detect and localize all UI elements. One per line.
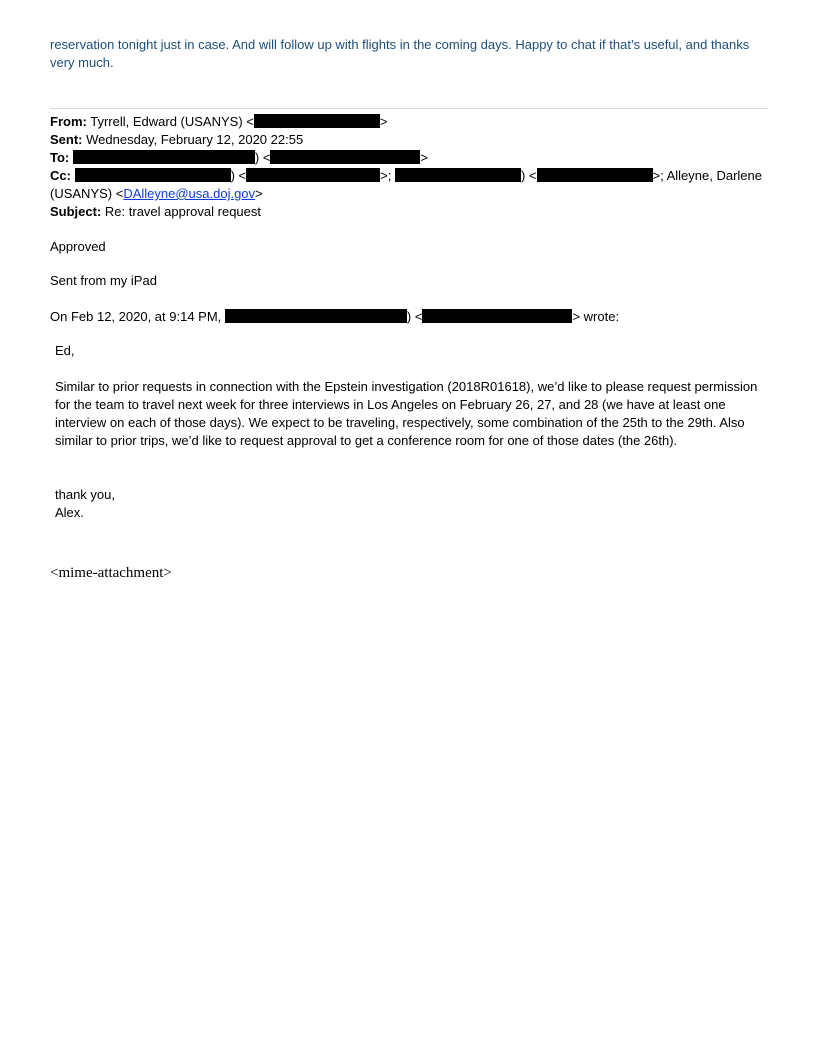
cc-line-2 (50, 185, 768, 203)
signature-text: Sent from my iPad (50, 273, 157, 288)
redaction-box (422, 309, 572, 323)
subject-value: Re: travel approval request (104, 204, 262, 219)
sent-line (50, 131, 768, 149)
subject-line (50, 203, 768, 221)
redaction-box (73, 150, 255, 164)
cc-line2-prefix: (USANYS) < (50, 186, 124, 201)
cc-line2-suffix: > (255, 186, 263, 201)
to-close: > (420, 150, 429, 165)
to-mid: ) < (254, 150, 271, 165)
quoted-closing: thank you, (55, 487, 115, 502)
email-header (50, 113, 768, 221)
cc-email-link[interactable]: DAlleyne@usa.doj.gov (123, 186, 256, 201)
quoted-paragraph: Similar to prior requests in connection with the Epstein investigation (2018R01618), we’d like to please request permission for the team to travel next week for three interviews in Los Angeles on February 26, 27, and 28 (we have at least one interview on each of those days). We expect to be traveling, respectively, some combination of the 25th to the 29th. Also similar to prior trips, we’d like to request approval to get a conference room for one of those dates (the 26th). (55, 379, 758, 448)
to-line (50, 149, 768, 167)
approved-text: Approved (50, 239, 106, 254)
redaction-box (270, 150, 420, 164)
from-label: From: (50, 114, 87, 129)
cc-part4: >; Alleyne, Darlene (652, 168, 762, 183)
sent-label: Sent: (50, 132, 83, 147)
mime-attachment-label: <mime-attachment> (50, 565, 172, 581)
cc-part2: >; (380, 168, 392, 183)
header-divider (50, 108, 768, 109)
subject-label: Subject: (50, 204, 102, 219)
from-value: Tyrrell, Edward (USANYS) < (90, 114, 254, 129)
cc-label: Cc: (50, 168, 71, 183)
cc-line (50, 167, 768, 185)
sent-value: Wednesday, February 12, 2020 22:55 (86, 132, 304, 147)
from-close: > (379, 114, 388, 129)
quoted-name: Alex. (55, 505, 84, 520)
redaction-box (537, 168, 653, 182)
redaction-box (225, 309, 407, 323)
continued-message-text: reservation tonight just in case. And will follow up with flights in the coming days. Happy to chat if that’s useful, and thanks very much. (50, 37, 750, 70)
quote-intro-suffix: > wrote: (572, 309, 620, 324)
from-line (50, 113, 768, 131)
cc-part1: ) < (230, 168, 247, 183)
redaction-box (395, 168, 521, 182)
quote-intro-mid: ) < (406, 309, 423, 324)
to-label: To: (50, 150, 70, 165)
redaction-box (75, 168, 231, 182)
cc-part3: ) < (520, 168, 537, 183)
quote-intro-prefix: On Feb 12, 2020, at 9:14 PM, (50, 309, 222, 324)
redaction-box (254, 114, 380, 128)
quoted-greeting: Ed, (55, 343, 75, 358)
quote-intro (50, 308, 619, 326)
redaction-box (246, 168, 380, 182)
